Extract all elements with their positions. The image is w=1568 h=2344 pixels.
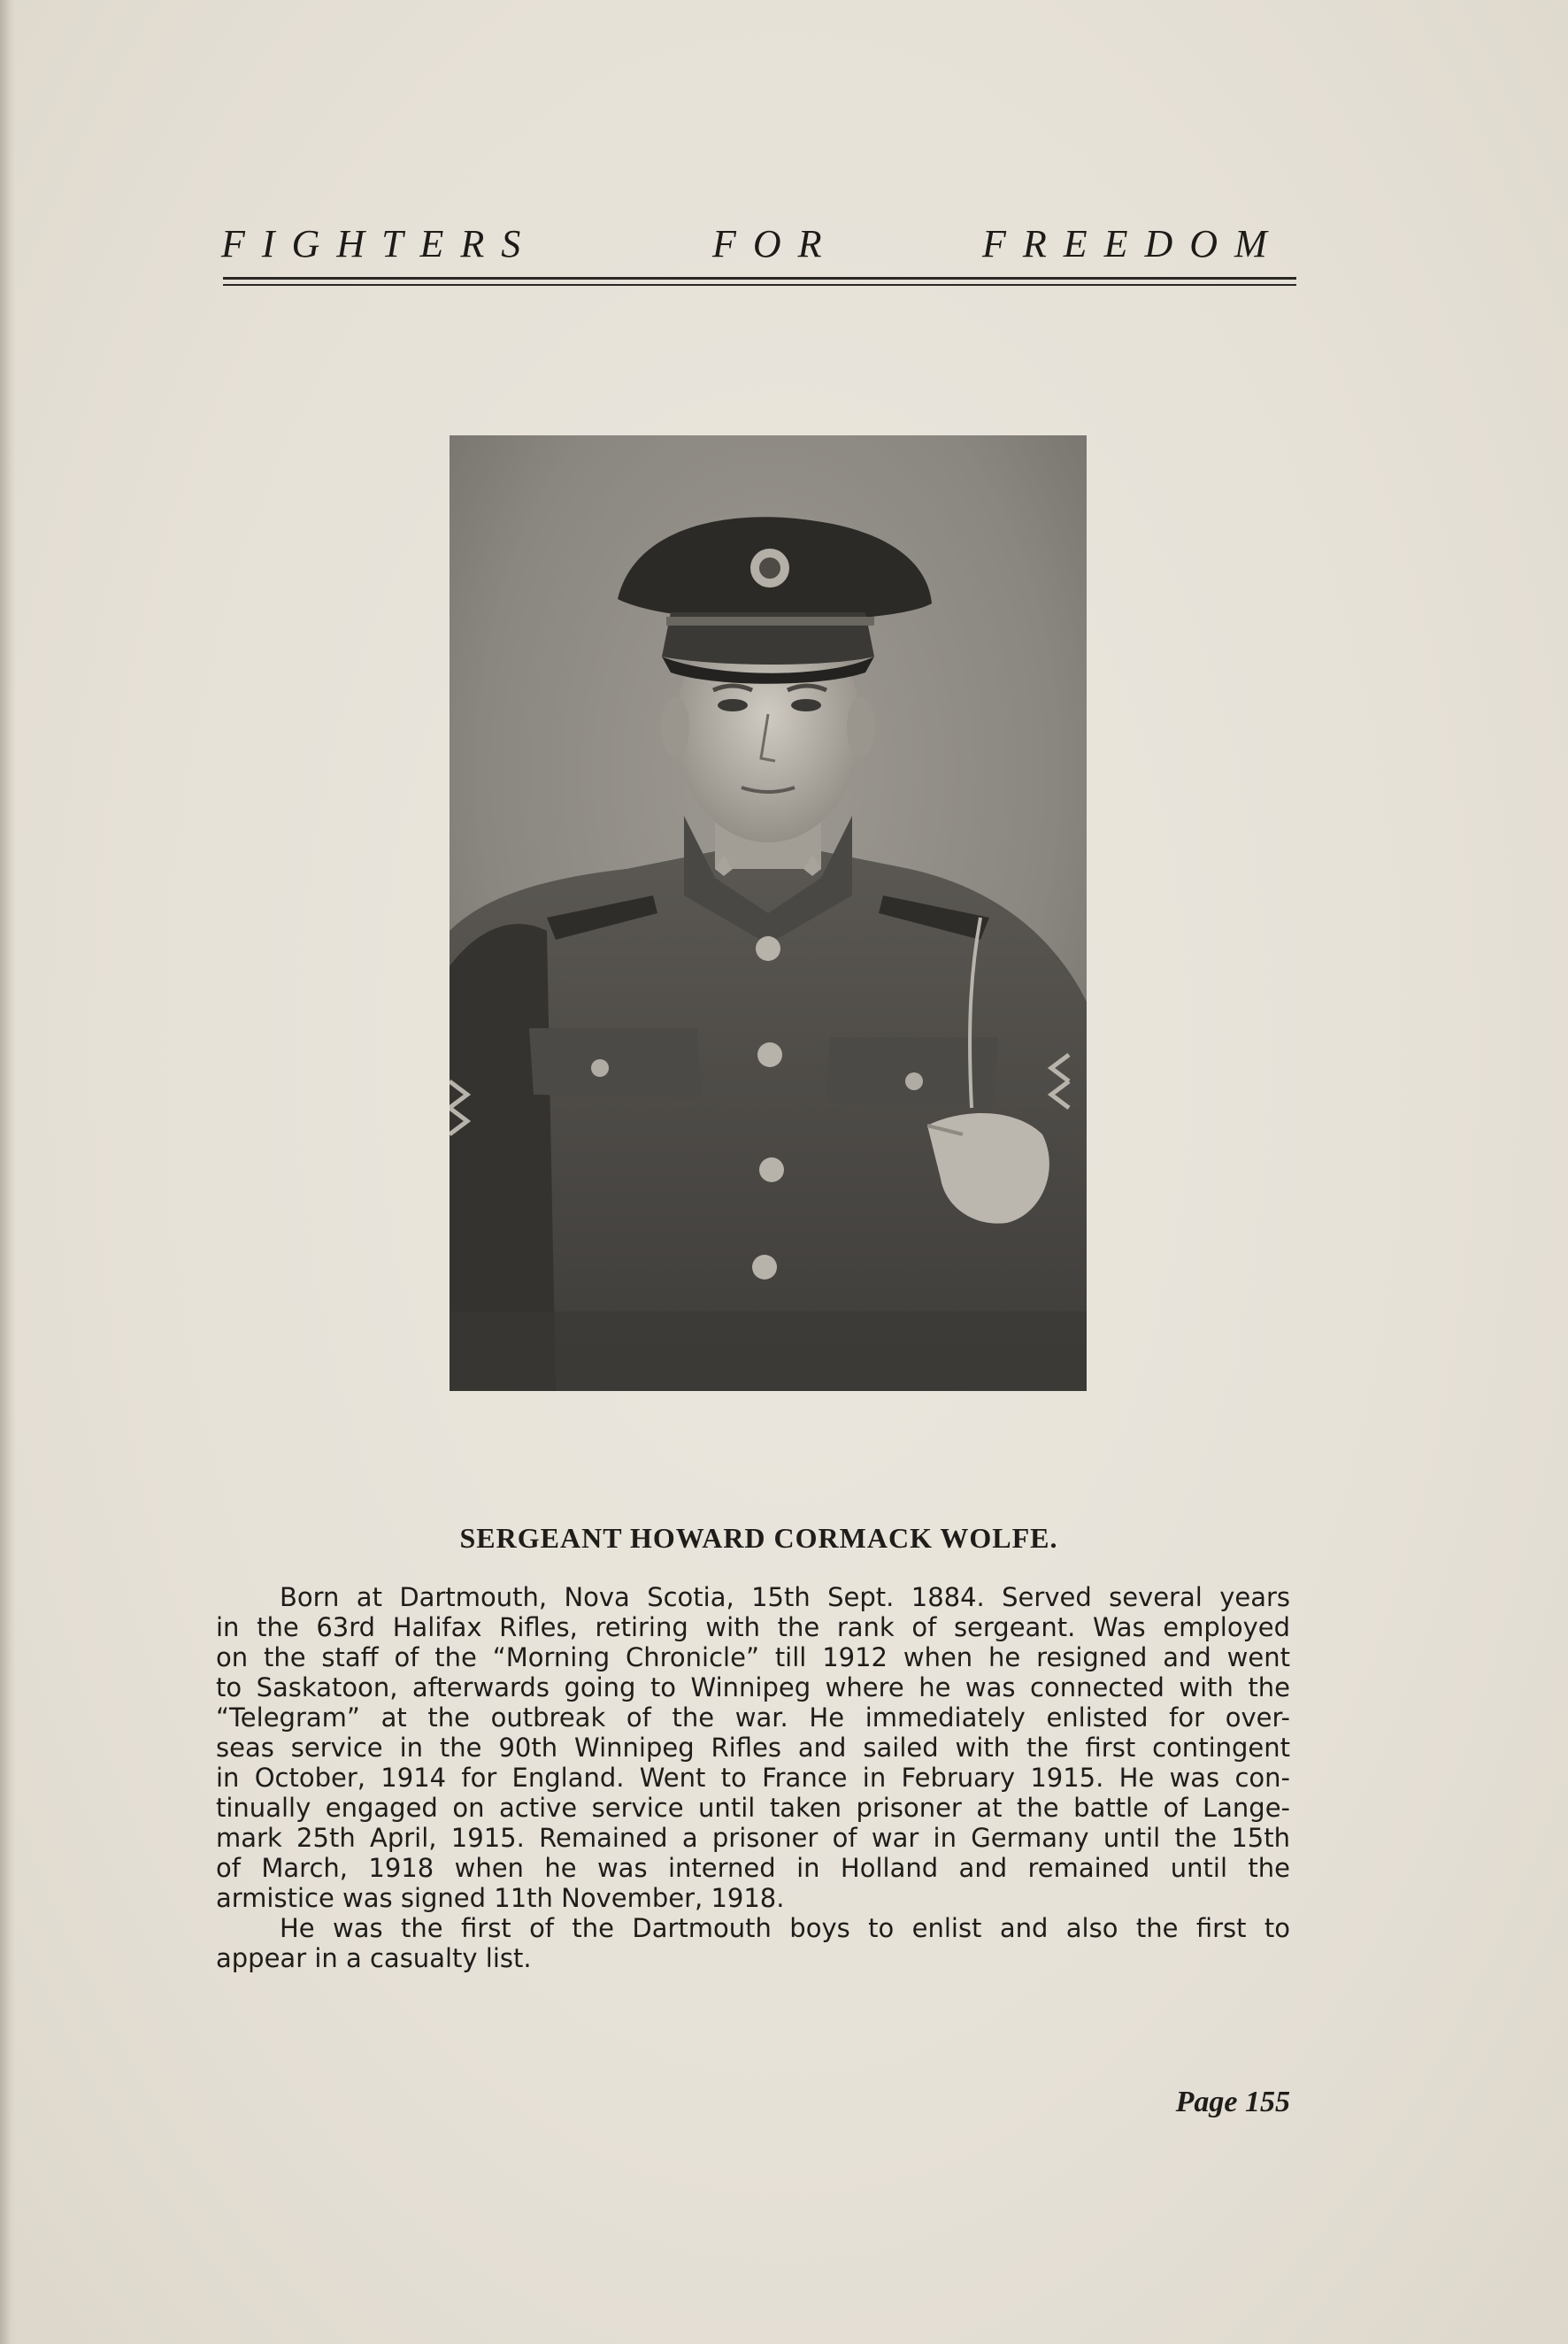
article-line: in the 63rd Halifax Rifles, retiring with the rank of sergeant. Was employed (216, 1612, 1290, 1642)
soldier-portrait-photo (450, 435, 1087, 1391)
running-header (221, 221, 1296, 274)
article-line: mark 25th April, 1915. Remained a prisoner of war in Germany until the 15th (216, 1823, 1290, 1853)
article-line: Born at Dartmouth, Nova Scotia, 15th Sept. 1884. Served several years (280, 1582, 1290, 1612)
article-line: “Telegram” at the outbreak of the war. He immediately enlisted for over- (216, 1702, 1290, 1733)
header-word-left: FIGHTERS (221, 222, 538, 265)
article-line: on the staff of the “Morning Chronicle” till 1912 when he resigned and went (216, 1642, 1290, 1672)
article-line: appear in a casualty list. (216, 1943, 532, 1973)
article-line: in October, 1914 for England. Went to France in February 1915. He was con- (216, 1763, 1290, 1793)
header-rule-bottom (223, 284, 1296, 286)
header-rule-top (223, 277, 1296, 280)
header-word-middle: FOR (712, 222, 839, 265)
header-word-right: FREEDOM (982, 222, 1284, 265)
article-line: He was the first of the Dartmouth boys to enlist and also the first to (280, 1913, 1290, 1943)
article-line: armistice was signed 11th November, 1918. (216, 1883, 785, 1913)
article-line: tinually engaged on active service until taken prisoner at the battle of Lange- (216, 1793, 1290, 1823)
article-line: to Saskatoon, afterwards going to Winnipeg where he was connected with the (216, 1672, 1290, 1702)
article-body (216, 1582, 1290, 1973)
article-line: seas service in the 90th Winnipeg Rifles and sailed with the first contingent (216, 1733, 1290, 1763)
article-title: SERGEANT HOWARD CORMACK WOLFE. (459, 1522, 1058, 1554)
page-number: Page 155 (1175, 2086, 1290, 2118)
binding-edge (0, 0, 16, 2344)
article-line: of March, 1918 when he was interned in Holland and remained until the (216, 1853, 1290, 1883)
